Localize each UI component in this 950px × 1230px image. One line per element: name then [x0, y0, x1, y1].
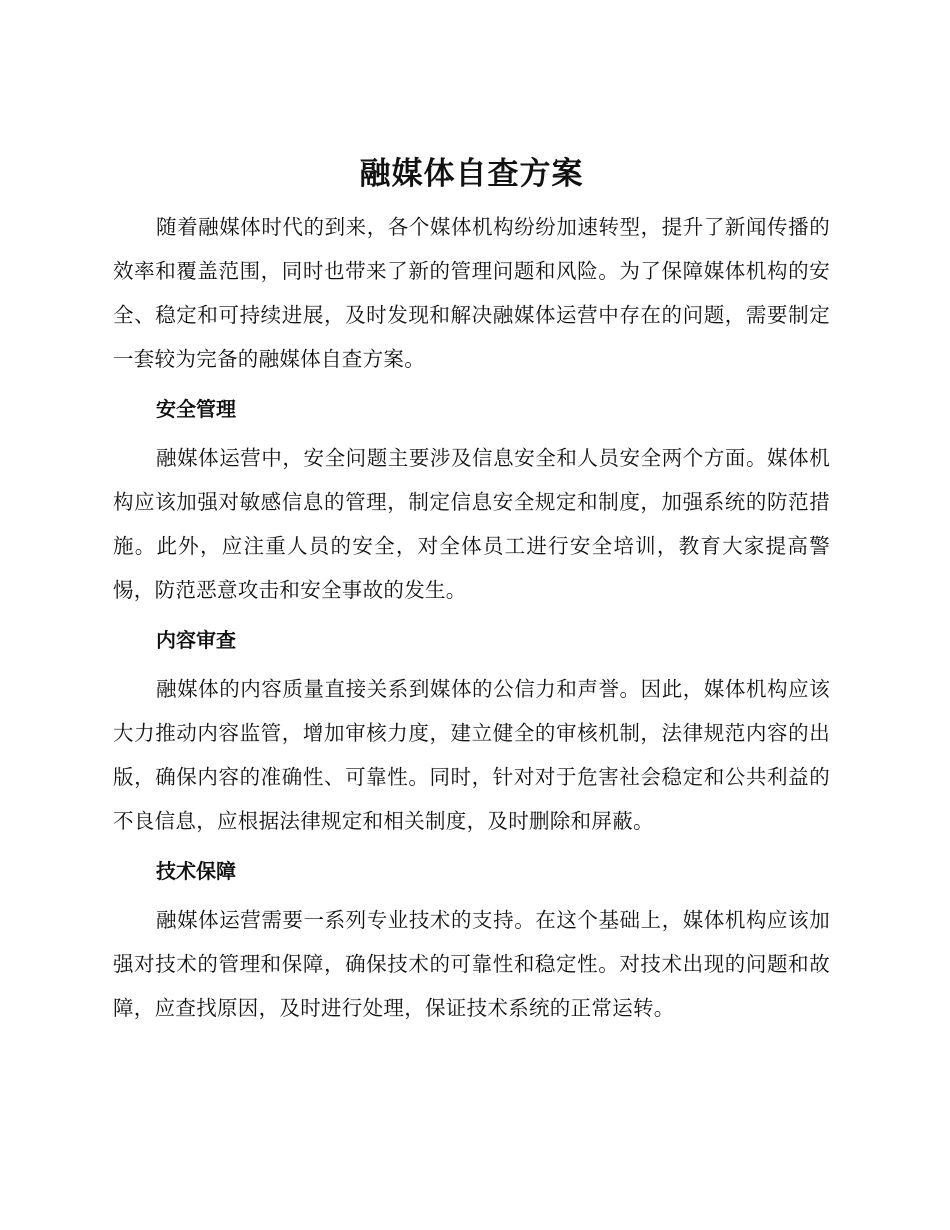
section-heading-security: 安全管理 — [156, 397, 236, 421]
document-title: 融媒体自查方案 — [359, 156, 584, 192]
intro-paragraph: 随着融媒体时代的到来，各个媒体机构纷纷加速转型，提升了新闻传播的效率和覆盖范围，同时也带来了新的管理问题和风险。为了保障媒体机构的安全、稳定和可持续进展，及时发现和解决融媒体运营中存在的问题，需要制定一套较为完备的融媒体自查方案。 — [113, 215, 830, 371]
section-tech-support — [113, 852, 830, 1030]
section-security — [113, 390, 830, 612]
section-heading-content-review: 内容审查 — [156, 628, 236, 652]
section-heading-tech-support: 技术保障 — [156, 859, 236, 883]
section-body-content-review: 融媒体的内容质量直接关系到媒体的公信力和声誉。因此，媒体机构应该大力推动内容监管，增加审核力度，建立健全的审核机制，法律规范内容的出版，确保内容的准确性、可靠性。同时，针对对于危害社会稳定和公共利益的不良信息，应根据法律规定和相关制度，及时删除和屏蔽。 — [113, 677, 830, 833]
section-content-review — [113, 621, 830, 843]
section-body-tech-support: 融媒体运营需要一系列专业技术的支持。在这个基础上，媒体机构应该加强对技术的管理和保障，确保技术的可靠性和稳定性。对技术出现的问题和故障，应查找原因，及时进行处理，保证技术系统的正常运转。 — [113, 908, 830, 1020]
section-body-security: 融媒体运营中，安全问题主要涉及信息安全和人员安全两个方面。媒体机构应该加强对敏感信息的管理，制定信息安全规定和制度，加强系统的防范措施。此外，应注重人员的安全，对全体员工进行安全培训，教育大家提高警惕，防范恶意攻击和安全事故的发生。 — [113, 446, 830, 602]
